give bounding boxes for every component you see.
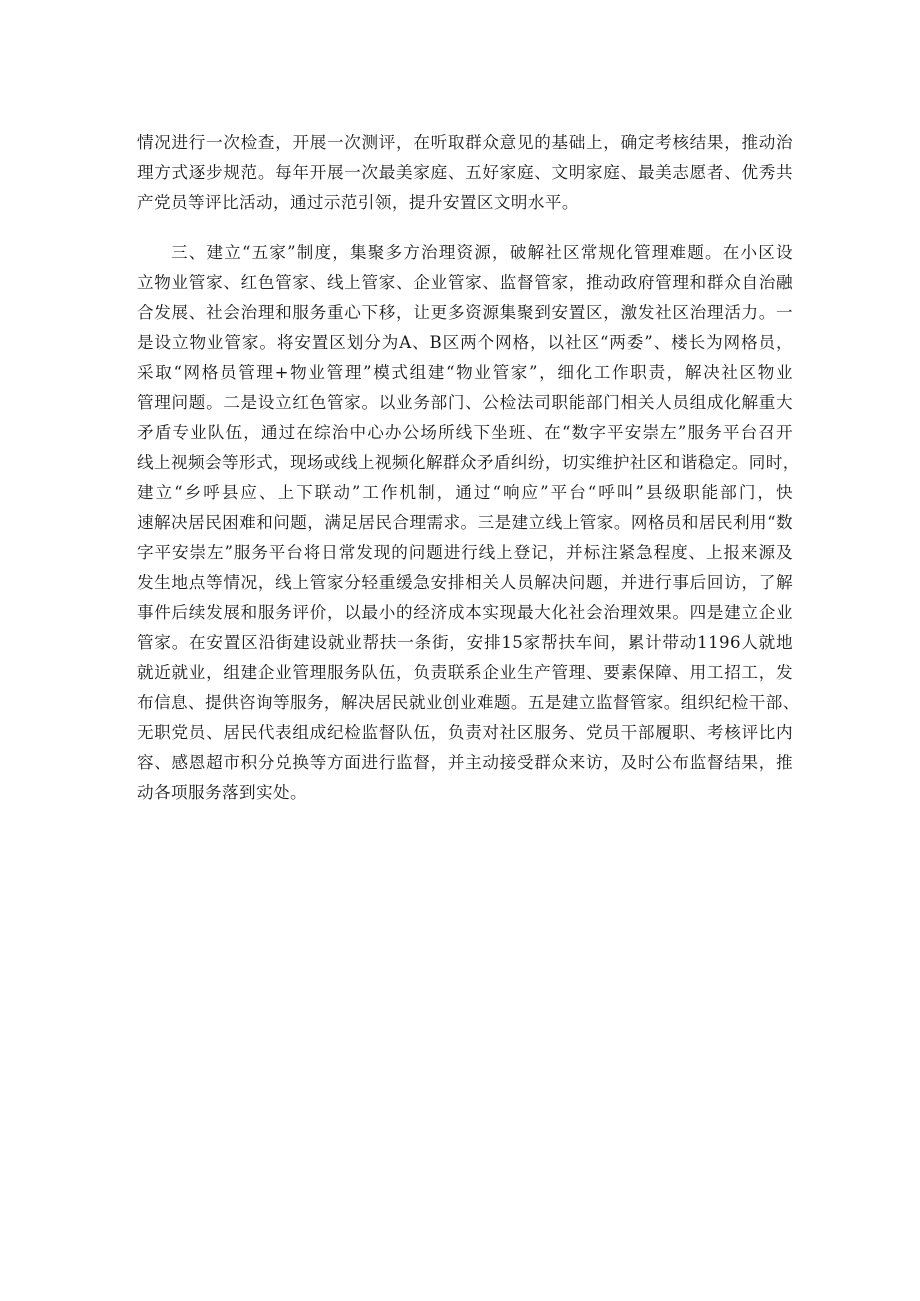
paragraph-evaluation bbox=[137, 128, 793, 218]
paragraph-line: 动各项服务落到实处。 bbox=[137, 783, 307, 802]
paragraph-line: 速解决居民困难和问题，满足居民合理需求。三是建立线上管家。网格员和居民利用“数 bbox=[137, 513, 793, 532]
paragraph-line: 事件后续发展和服务评价，以最小的经济成本实现最大化社会治理效果。四是建立企业 bbox=[137, 603, 793, 622]
paragraph-line: 矛盾专业队伍，通过在综治中心办公场所线下坐班、在“数字平安崇左”服务平台召开 bbox=[137, 423, 793, 442]
paragraph-five-stewards bbox=[137, 238, 800, 808]
paragraph-line: 立物业管家、红色管家、线上管家、企业管家、监督管家，推动政府管理和群众自治融 bbox=[137, 273, 793, 292]
paragraph-line: 理方式逐步规范。每年开展一次最美家庭、五好家庭、文明家庭、最美志愿者、优秀共 bbox=[137, 163, 793, 182]
paragraph-line: 管理问题。二是设立红色管家。以业务部门、公检法司职能部门相关人员组成化解重大 bbox=[137, 393, 793, 412]
paragraph-line: 容、感恩超市积分兑换等方面进行监督，并主动接受群众来访，及时公布监督结果，推 bbox=[137, 753, 793, 772]
paragraph-line: 发生地点等情况，线上管家分轻重缓急安排相关人员解决问题，并进行事后回访，了解 bbox=[137, 573, 793, 592]
paragraph-line: 情况进行一次检查，开展一次测评，在听取群众意见的基础上，确定考核结果，推动治 bbox=[137, 133, 793, 152]
paragraph-line: 合发展、社会治理和服务重心下移，让更多资源集聚到安置区，激发社区治理活力。一 bbox=[137, 303, 793, 322]
paragraph-line: 线上视频会等形式，现场或线上视频化解群众矛盾纠纷，切实维护社区和谐稳定。同时， bbox=[137, 453, 800, 472]
paragraph-line: 管家。在安置区沿街建设就业帮扶一条街，安排15家帮扶车间，累计带动1196人就地 bbox=[137, 633, 793, 652]
paragraph-line: 产党员等评比活动，通过示范引领，提升安置区文明水平。 bbox=[137, 193, 579, 212]
paragraph-line: 就近就业，组建企业管理服务队伍，负责联系企业生产管理、要素保障、用工招工，发 bbox=[137, 663, 793, 682]
paragraph-line: 字平安崇左”服务平台将日常发现的问题进行线上登记，并标注紧急程度、上报来源及 bbox=[137, 543, 793, 562]
paragraph-line: 采取“网格员管理+物业管理”模式组建“物业管家”，细化工作职责，解决社区物业 bbox=[137, 363, 793, 382]
document-body bbox=[137, 128, 800, 808]
paragraph-line: 布信息、提供咨询等服务，解决居民就业创业难题。五是建立监督管家。组织纪检干部、 bbox=[137, 693, 800, 712]
paragraph-line: 是设立物业管家。将安置区划分为A、B区两个网格，以社区“两委”、楼长为网格员， bbox=[137, 333, 793, 352]
paragraph-line: 无职党员、居民代表组成纪检监督队伍，负责对社区服务、党员干部履职、考核评比内 bbox=[137, 723, 793, 742]
paragraph-line: 建立“乡呼县应、上下联动”工作机制，通过“响应”平台“呼叫”县级职能部门，快 bbox=[137, 483, 793, 502]
paragraph-line: 三、建立“五家”制度，集聚多方治理资源，破解社区常规化管理难题。在小区设 bbox=[171, 243, 793, 262]
